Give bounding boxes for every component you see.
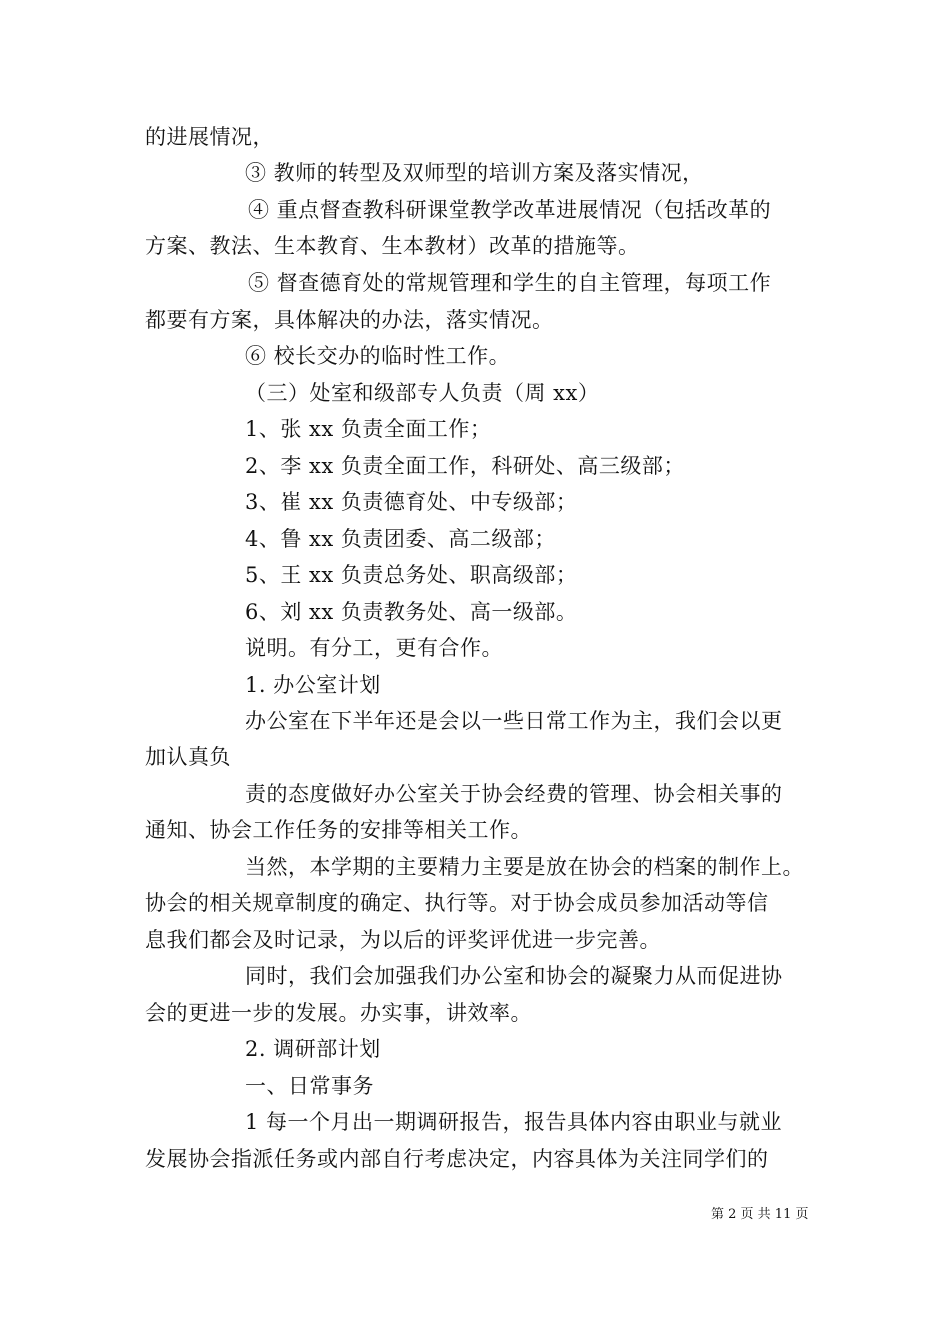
text-line: 发展协会指派任务或内部自行考虑决定，内容具体为关注同学们的 [145,1147,769,1171]
text-line: ⑤ 督查德育处的常规管理和学生的自主管理，每项工作 [248,271,772,295]
list-item: 6、刘 xx 负责教务处、高一级部。 [245,600,578,624]
text-line: 办公室在下半年还是会以一些日常工作为主，我们会以更 [245,709,783,733]
text-line: 会的更进一步的发展。办实事，讲效率。 [145,1001,532,1025]
list-item: 3、崔 xx 负责德育处、中专级部； [245,490,578,514]
text-line: 通知、协会工作任务的安排等相关工作。 [145,818,532,842]
section-heading: 2. 调研部计划 [245,1037,381,1061]
section-heading: （三）处室和级部专人负责（周 xx） [245,381,600,405]
text-line: 都要有方案，具体解决的办法，落实情况。 [145,308,554,332]
text-line: ④ 重点督查教科研课堂教学改革进展情况（包括改革的 [248,198,772,222]
text-line: 同时，我们会加强我们办公室和协会的凝聚力从而促进协 [245,964,783,988]
text-line: 息我们都会及时记录，为以后的评奖评优进一步完善。 [145,928,661,952]
text-line: 协会的相关规章制度的确定、执行等。对于协会成员参加活动等信 [145,891,769,915]
list-item: 5、王 xx 负责总务处、职高级部； [245,563,578,587]
text-line: ⑥ 校长交办的临时性工作。 [245,344,511,368]
text-line: 当然，本学期的主要精力主要是放在协会的档案的制作上。 [245,855,804,879]
list-item: 4、鲁 xx 负责团委、高二级部； [245,527,556,551]
text-line: 的进展情况， [145,125,274,149]
section-heading: 1. 办公室计划 [245,673,381,697]
list-item: 1、张 xx 负责全面工作； [245,417,492,441]
list-item: 2、李 xx 负责全面工作，科研处、高三级部； [245,454,685,478]
text-line: 加认真负 [145,745,231,769]
text-line: ③ 教师的转型及双师型的培训方案及落实情况， [245,161,704,185]
page-number-footer: 第 2 页 共 11 页 [711,1207,809,1222]
text-line: 责的态度做好办公室关于协会经费的管理、协会相关事的 [245,782,783,806]
text-line: 说明。有分工，更有合作。 [245,636,503,660]
section-heading: 一、日常事务 [245,1074,374,1098]
text-line: 方案、教法、生本教育、生本教材）改革的措施等。 [145,234,640,258]
text-line: 1 每一个月出一期调研报告，报告具体内容由职业与就业 [245,1110,783,1134]
